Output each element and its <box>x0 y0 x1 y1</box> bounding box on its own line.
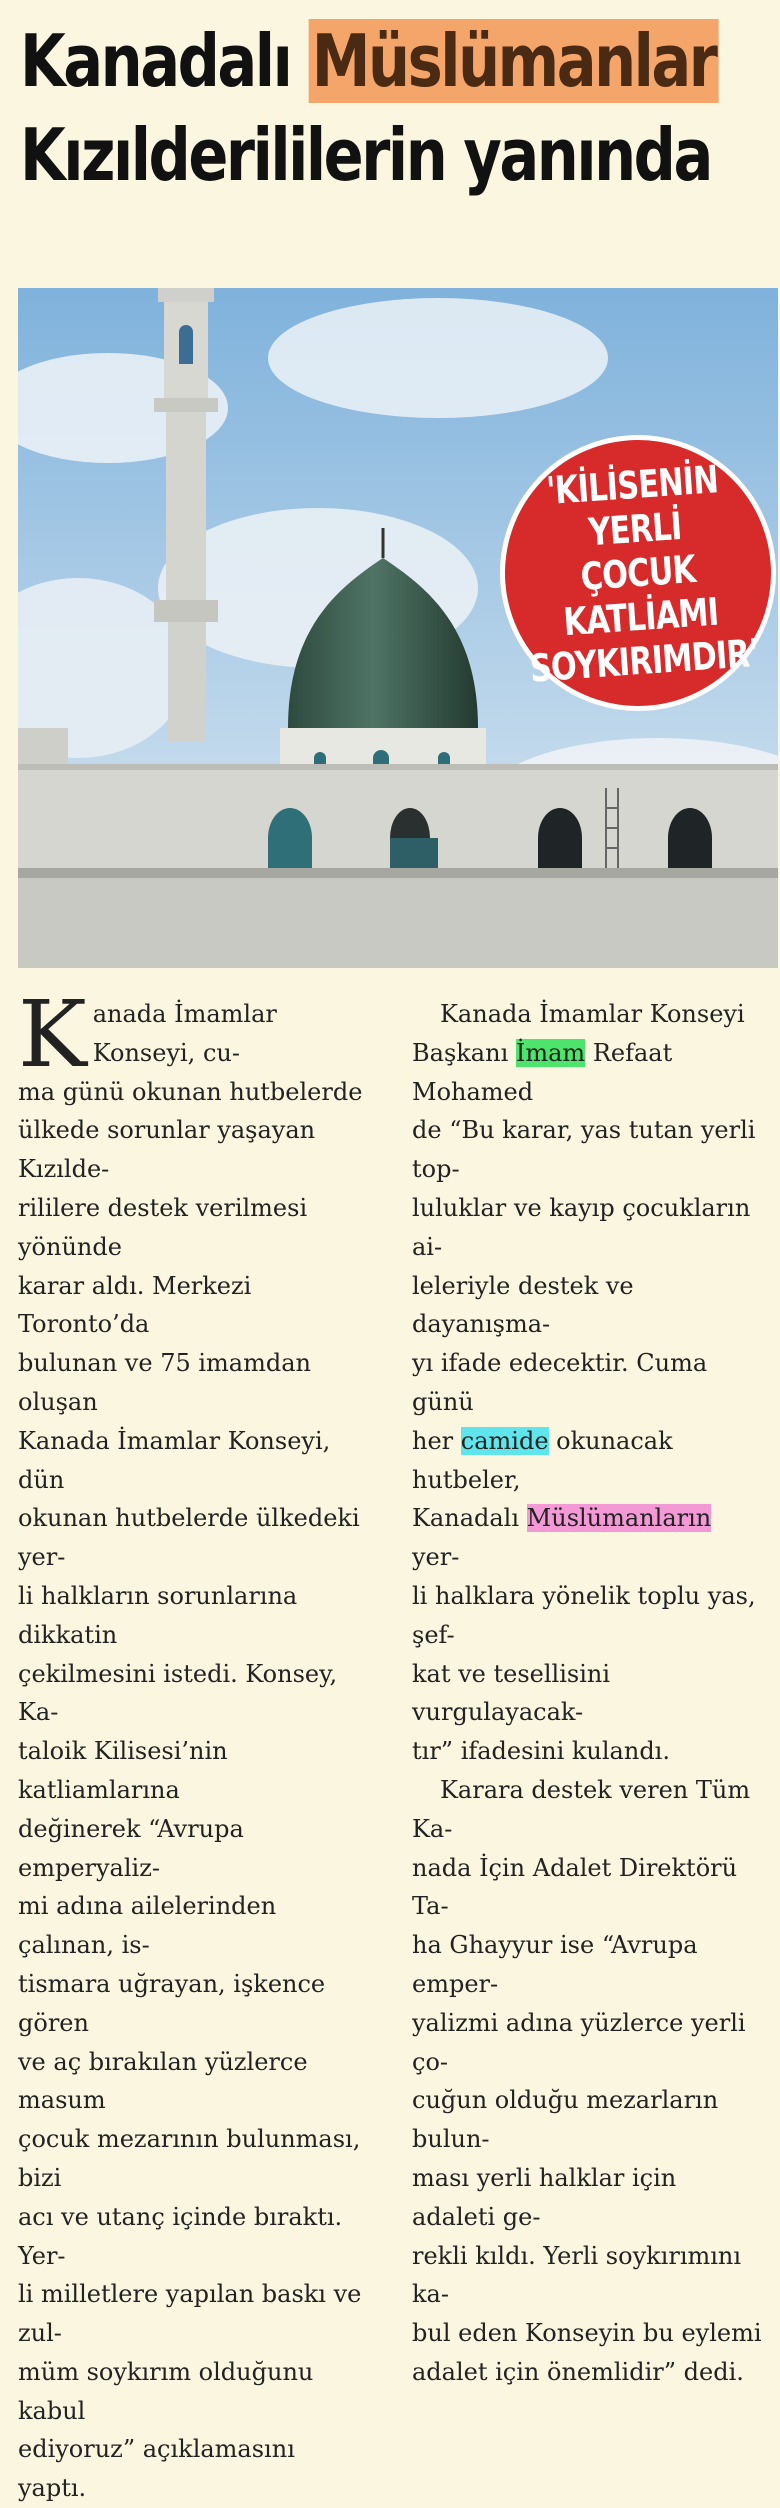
highlight-camide: camide <box>460 1426 549 1455</box>
badge-line-4: SOYKIRIMDIR' <box>528 630 760 691</box>
headline-line-2: Kızılderililerin yanında <box>20 113 711 197</box>
badge-line-2: YERLİ ÇOCUK <box>579 503 697 599</box>
paragraph-right-2: Karara destek veren Tüm Ka- nada İçin Adalet Direktörü Ta- ha Ghayyur ise “Avrupa emper- yalizmi adına yüzlerce yerli ço- cuğun olduğu mezarların bulun- ması yerli halklar için adaleti ge- rekli kıldı. Yerli soykırımını ka- bul eden Konseyin bu eylemi adalet için önemlidir” dedi. <box>412 1775 762 2386</box>
paragraph-right-1: Kanada İmamlar Konseyi Başkanı İmam Refaat Mohamed de “Bu karar, yas tutan yerli top- luluklar ve kayıp çocukların ai- leleriyle destek ve dayanışma- yı ifade edecektir. Cuma günü her camide okunacak hutbeler, Kanadalı Müslümanların yer- li halklara yönelik toplu yas, şef- kat ve tesellisini vurgulayacak- tır” ifadesini kulandı. <box>412 1000 756 1766</box>
headline <box>20 14 716 202</box>
badge-line-1: 'KİLİSENİN <box>544 457 720 514</box>
paragraph-left: K anada İmamlar Konseyi, cu- ma günü okunan hutbelerde ülkede sorunlar yaşayan Kızılde- rililere destek verilmesi yönünde karar aldı. Merkezi Toronto’da bulunan ve 75 imamdan oluşan Kanada İmamlar Konseyi, dün okunan hutbelerde ülkedeki yer- li halkların sorunlarına dikkatin çekilmesini istedi. Konsey, Ka- taloik Kilisesi’nin katliamlarına değinerek “Avrupa emperyaliz- mi adına ailelerinden çalınan, is- tismara uğrayan, işkence gören ve aç bırakılan yüzlerce masum çocuk mezarının bulunması, bizi acı ve utanç içinde bıraktı. Yer- li milletlere yapılan baskı ve zul- müm soykırım olduğunu kabul ediyoruz” açıklamasını yaptı. <box>18 981 363 2503</box>
headline-line-1: Kanadalı Müslümanlar <box>20 14 635 108</box>
highlight-imam: İmam <box>515 1038 586 1067</box>
article-column-right <box>412 995 764 2392</box>
badge-line-3: KATLİAMI <box>562 589 720 645</box>
highlight-muslumanlarin: Müslümanların <box>526 1504 712 1533</box>
drop-cap: K <box>18 981 87 1088</box>
headline-highlight: Müslümanlar <box>308 19 718 103</box>
article-column-left <box>18 981 370 2508</box>
